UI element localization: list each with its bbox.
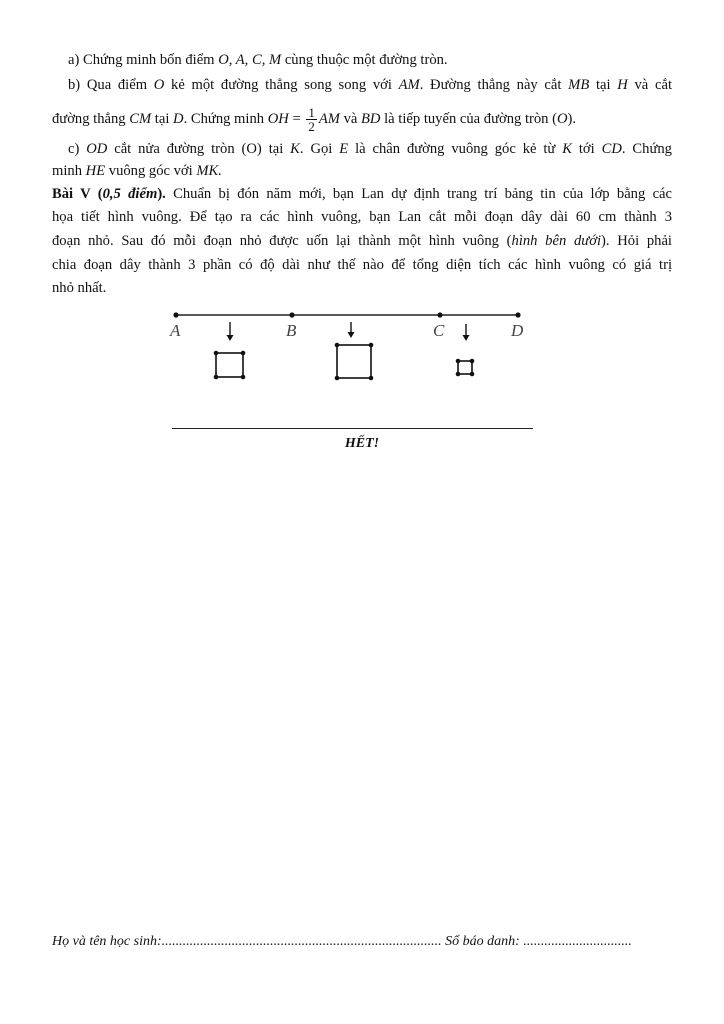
part-c-line-1 [68,140,672,158]
equals-sign: = [288,110,305,127]
part-a-line [68,51,672,69]
bai5-line-2 [52,208,672,226]
text: . Gọi [299,141,340,157]
part-b-line-2 [52,106,672,133]
bai5-line-5 [52,279,672,297]
text: Chuẩn bị đón năm mới, bạn Lan dự định trang trí bảng tin của lớp bằng các [165,186,672,202]
text: tại [151,110,174,127]
text: là chân đường vuông góc kẻ từ [348,141,563,157]
name-label: Họ và tên học sinh: [52,934,162,949]
text: tới [571,141,602,157]
part-a-rest: cùng thuộc một đường tròn. [281,52,448,68]
text: họa tiết hình vuông. Để tạo ra các hình vuông, bạn Lan cắt mỗi đoạn dây dài 60 cm thành 3 [52,209,672,225]
bai5-line-4 [52,256,672,274]
label-b: B [286,321,297,340]
end-marker: HẾT! [344,436,380,451]
math-var: OH [267,110,289,127]
text: minh [52,163,86,179]
math-var: K [290,141,300,157]
id-label: Số báo danh: [441,934,520,949]
arrow-down-icon [463,324,470,341]
student-info-footer [52,934,692,950]
arrow-down-icon [348,322,355,338]
math-var: HE [85,163,106,179]
math-var: O [153,77,165,93]
label-c: C [433,321,445,340]
id-blank: ............................... [519,934,632,949]
text: ). Hỏi phải [601,233,672,249]
fraction-denominator: 2 [308,119,315,134]
fraction-numerator: 1 [308,105,315,120]
text: chia đoạn dây thành 3 phần có độ dài như thế nào để tổng diện tích các hình vuông có giá trị [52,257,672,273]
label-a: A [170,321,181,340]
point-b [289,312,294,317]
math-var: H [617,77,628,93]
part-b-line-1 [68,76,672,94]
bai5-line-1 [52,185,672,203]
math-var: AM [398,77,420,93]
part-a-label: a) Chứng minh bốn điểm [68,52,219,68]
math-var: K [562,141,572,157]
bai5-line-3 [52,232,672,250]
text: tại [589,77,618,93]
math-var: OD [86,141,108,157]
part-c-line-2 [52,162,672,180]
text: cắt nửa đường tròn (O) tại [107,141,291,157]
math-var: D [173,110,184,127]
text: đường thẳng [52,110,130,127]
math-var: E [339,141,349,157]
text: và [339,110,361,127]
square-3 [456,359,475,377]
figure-note: hình bên dưới [511,233,602,249]
fraction-one-half [306,106,317,133]
square-2 [335,343,374,381]
text: kẻ một đường thẳng song song với [164,77,399,93]
text: ). [567,110,577,127]
text: vuông góc với [105,163,197,179]
bai5-title-end: ). [157,186,166,202]
point-a [173,312,178,317]
bai5-title: Bài V ( [52,186,103,202]
math-var: MB [568,77,590,93]
wire-squares-figure [160,305,540,390]
text: b) Qua điểm [68,77,154,93]
math-var: O [556,110,568,127]
point-d [515,312,520,317]
math-var: AM [318,110,340,127]
label-d: D [511,321,524,340]
text: . Chứng [621,141,672,157]
name-blank: ................................................................................ [161,934,442,949]
bai5-score: 0,5 điểm [102,186,158,202]
text: c) [68,141,87,157]
math-var: BD [361,110,381,127]
text: là tiếp tuyến của đường tròn ( [380,110,557,127]
text: . Chứng minh [183,110,268,127]
part-a-points: O, A, C, M [218,52,282,68]
square-1 [214,351,246,380]
point-c [437,312,442,317]
text: . Đường thẳng này cắt [419,77,569,93]
text: đoạn nhỏ. Sau đó mỗi đoạn nhỏ được uốn lại thành một hình vuông ( [52,233,512,249]
arrow-down-icon [227,322,234,341]
math-var: CD [601,141,622,157]
text: và cắt [627,77,672,93]
math-var: CM [129,110,152,127]
end-divider [172,428,533,429]
math-var: MK. [196,163,222,179]
text: nhỏ nhất. [52,280,107,296]
